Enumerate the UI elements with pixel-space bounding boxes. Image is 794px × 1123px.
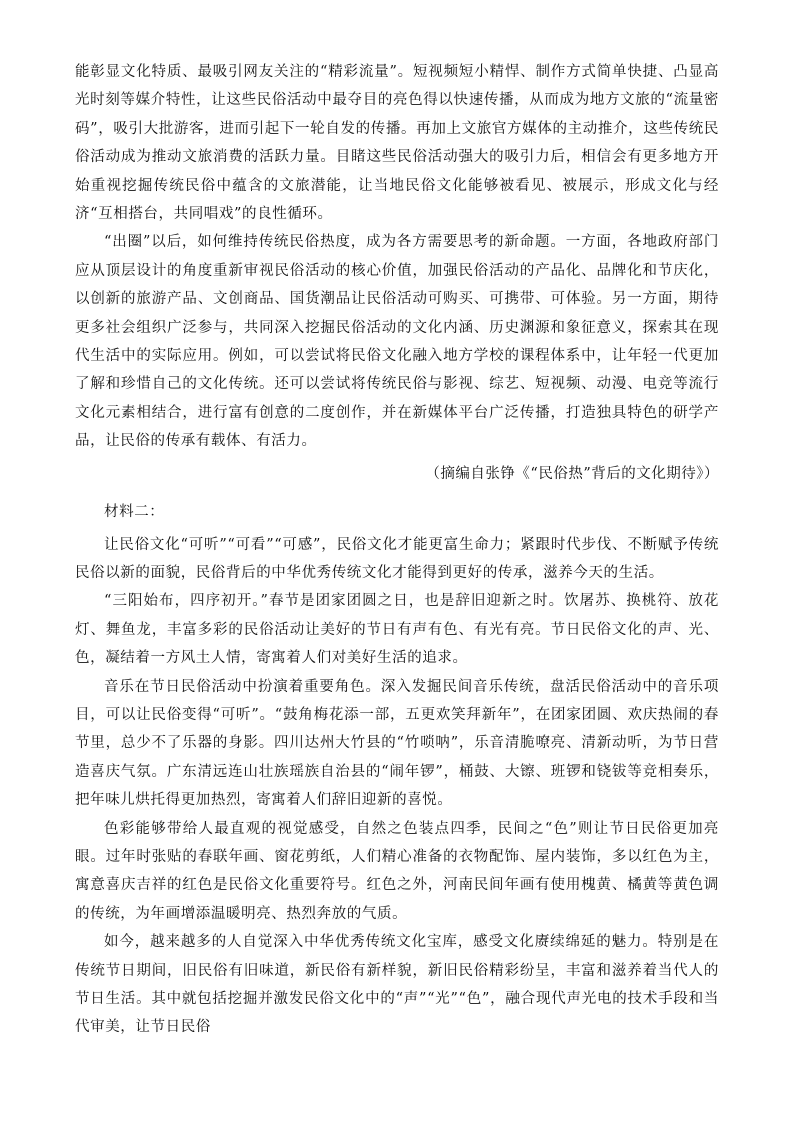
section-label: 材料二： bbox=[104, 504, 165, 521]
paragraph: 色彩能够带给人最直观的视觉感受，自然之色装点四季，民间之“色”则让节日民俗更加亮眼。过年时张贴的春联年画、窗花剪纸，人们精心准备的衣物配饰、屋内装饰，多以红色为主，寓意喜庆吉祥的红色是民俗文化重要符号。红色之外，河南民间年画有使用槐黄、橘黄等黄色调的传统，为年画增添温暖明亮、热烈奔放的气质。 bbox=[75, 820, 719, 922]
document-page bbox=[75, 58, 719, 1042]
source-citation: （摘编自张铮《“民俗热”背后的文化期待》） bbox=[425, 465, 719, 482]
paragraph: 让民俗文化“可听”“可看”“可感”，民俗文化才能更富生命力；紧跟时代步伐、不断赋予传统民俗以新的面貌，民俗背后的中华优秀传统文化才能得到更好的传承，滋养今天的生活。 bbox=[75, 536, 719, 581]
paragraph: “出圈”以后，如何维持传统民俗热度，成为各方需要思考的新命题。一方面，各地政府部门应从顶层设计的角度重新审视民俗活动的核心价值，加强民俗活动的产品化、品牌化和节庆化，以创新的旅游产品、文创商品、国货潮品让民俗活动可购买、可携带、可体验。另一方面，期待更多社会组织广泛参与，共同深入挖掘民俗活动的文化内涵、历史渊源和象征意义，探索其在现代生活中的实际应用。例如，可以尝试将民俗文化融入地方学校的课程体系中，让年轻一代更加了解和珍惜自己的文化传统。还可以尝试将传统民俗与影视、综艺、短视频、动漫、电竞等流行文化元素相结合，进行富有创意的二度创作，并在新媒体平台广泛传播，打造独具特色的研学产品，让民俗的传承有载体、有活力。 bbox=[75, 234, 719, 450]
paragraph: “三阳始布，四序初开。”春节是团家团圆之日，也是辞旧迎新之时。饮屠苏、换桃符、放花灯、舞鱼龙，丰富多彩的民俗活动让美好的节日有声有色、有光有亮。节日民俗文化的声、光、色，凝结着一方风土人情，寄寓着人们对美好生活的追求。 bbox=[75, 593, 719, 667]
paragraph: 如今，越来越多的人自觉深入中华优秀传统文化宝库，感受文化赓续绵延的魅力。特别是在传统节日期间，旧民俗有旧味道，新民俗有新样貌，新旧民俗精彩纷呈，丰富和滋养着当代人的节日生活。其中就包括挖掘并激发民俗文化中的“声”“光”“色”，融合现代声光电的技术手段和当代审美，让节日民俗 bbox=[75, 934, 719, 1036]
paragraph-continuation: 能彰显文化特质、最吸引网友关注的“精彩流量”。短视频短小精悍、制作方式简单快捷、凸显高光时刻等媒介特性，让这些民俗活动中最夺目的亮色得以快速传播，从而成为地方文旅的“流量密码”，吸引大批游客，进而引起下一轮自发的传播。再加上文旅官方媒体的主动推介，这些传统民俗活动成为推动文旅消费的活跃力量。目睹这些民俗活动强大的吸引力后，相信会有更多地方开始重视挖掘传统民俗中蕴含的文旅潜能，让当地民俗文化能够被看见、被展示，形成文化与经济“互相搭台，共同唱戏”的良性循环。 bbox=[75, 64, 719, 223]
paragraph: 音乐在节日民俗活动中扮演着重要角色。深入发掘民间音乐传统，盘活民俗活动中的音乐项目，可以让民俗变得“可听”。“鼓角梅花添一部，五更欢笑拜新年”，在团家团圆、欢庆热闹的春节里，总少不了乐器的身影。四川达州大竹县的“竹唢呐”，乐音清脆嘹亮、清新动听，为节日营造喜庆气氛。广东清远连山壮族瑶族自治县的“闹年锣”，桶鼓、大镲、班锣和铙钹等竞相奏乐，把年味儿烘托得更加热烈，寄寓着人们辞旧迎新的喜悦。 bbox=[75, 678, 719, 809]
